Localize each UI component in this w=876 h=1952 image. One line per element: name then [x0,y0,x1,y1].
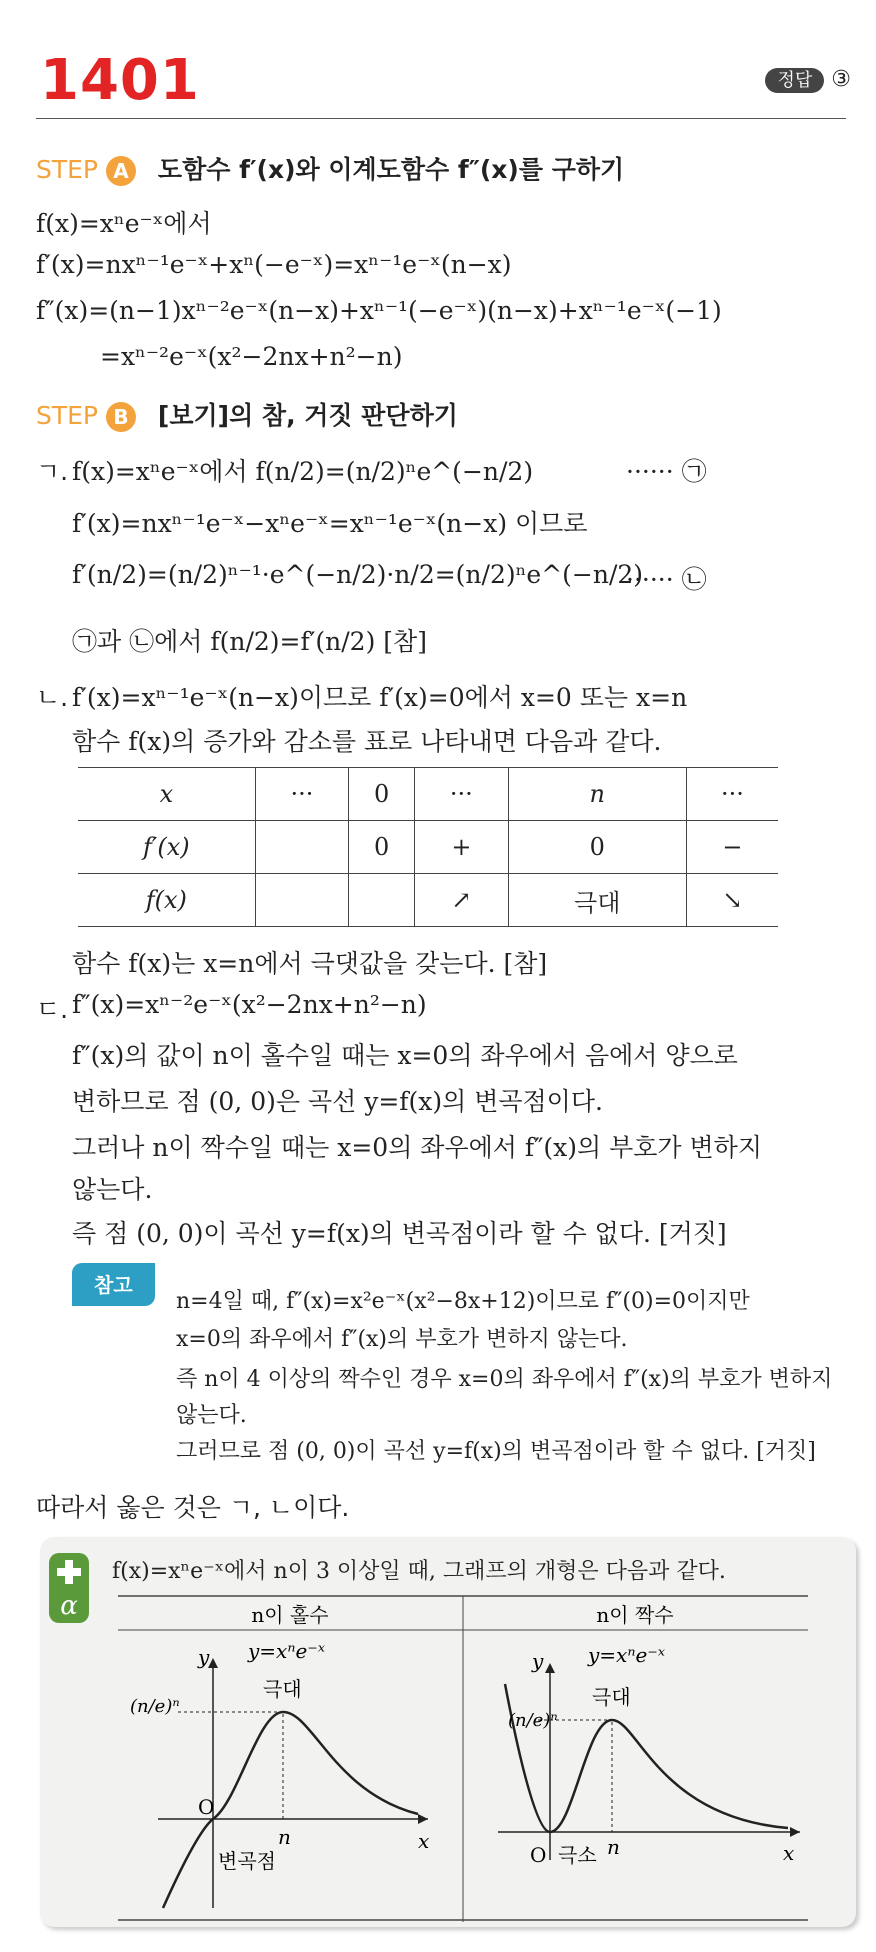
table-row [78,821,778,874]
table-cell: 0 [349,821,415,874]
part1-line-4: ㉠과 ㉡에서 f(n/2)=f′(n/2) [참] [72,627,427,656]
min-label: 극소 [558,1843,597,1867]
answer-value: ③ [831,67,851,92]
part1-mark-3: ······ ㉡ [626,565,707,594]
problem-number: 1401 [40,48,200,113]
table-cell: x [78,768,255,821]
table-cell: n [508,768,686,821]
table-cell: ··· [255,768,348,821]
note-line-2: x=0의 좌우에서 f″(x)의 부호가 변하지 않는다. [176,1327,628,1352]
note-line-1: n=4일 때, f″(x)=x²e⁻ˣ(x²−8x+12)이므로 f″(0)=0이지만 [176,1289,750,1314]
step-a-label: STEP [36,155,99,184]
header-rule [36,118,846,119]
table-cell [255,821,348,874]
part1-head: ㄱ. [36,457,69,486]
table-cell: ··· [686,768,778,821]
step-a-title: 도함수 f′(x)와 이계도함수 f″(x)를 구하기 [157,155,625,184]
table-cell: f(x) [78,874,255,927]
graph-panel [118,1592,808,1922]
note-line-4: 않는다. [176,1403,247,1428]
table-row [78,874,778,927]
table-cell: − [686,821,778,874]
svg-text:α: α [60,1591,78,1621]
part2-head: ㄴ. [36,683,69,712]
note-tag: 참고 [72,1263,155,1306]
even-origin: O [530,1843,547,1867]
step-a-line-4: =xⁿ⁻²e⁻ˣ(x²−2nx+n²−n) [100,342,403,371]
odd-y-label: y [198,1645,210,1669]
odd-origin: O [198,1795,215,1819]
part2-line-1: f′(x)=xⁿ⁻¹e⁻ˣ(n−x)이므로 f′(x)=0에서 x=0 또는 x=n [72,683,688,712]
plus-intro: f(x)=xⁿe⁻ˣ에서 n이 3 이상일 때, 그래프의 개형은 다음과 같다. [112,1559,726,1584]
part1-line-2: f′(x)=nxⁿ⁻¹e⁻ˣ−xⁿe⁻ˣ=xⁿ⁻¹e⁻ˣ(n−x) 이므로 [72,509,588,538]
part3-line-2: f″(x)의 값이 n이 홀수일 때는 x=0의 좌우에서 음에서 양으로 [72,1041,738,1070]
note-line-5: 그러므로 점 (0, 0)이 곡선 y=f(x)의 변곡점이라 할 수 없다. [거짓] [176,1439,816,1464]
even-x-label: x [783,1841,795,1865]
step-b-label: STEP [36,401,99,430]
table-cell: 극대 [508,874,686,927]
table-cell: ··· [415,768,508,821]
odd-max-label: 극대 [263,1677,302,1701]
inflection-label: 변곡점 [218,1849,276,1873]
part1-mark-1: ······ ㉠ [626,457,707,486]
col-even-header: n이 짝수 [596,1603,674,1627]
plus-alpha-icon [48,1552,90,1624]
table-row [78,768,778,821]
odd-func-label: y=xⁿe⁻ˣ [248,1639,325,1663]
part3-line-4: 그러나 n이 짝수일 때는 x=0의 좌우에서 f″(x)의 부호가 변하지 [72,1133,762,1162]
graph-odd [130,1639,429,1908]
part3-line-1: f″(x)=xⁿ⁻²e⁻ˣ(x²−2nx+n²−n) [72,990,427,1019]
col-odd-header: n이 홀수 [251,1603,329,1627]
part2-line-3: 함수 f(x)는 x=n에서 극댓값을 갖는다. [참] [72,949,548,978]
part2-line-2: 함수 f(x)의 증가와 감소를 표로 나타내면 다음과 같다. [72,727,662,756]
table-cell [255,874,348,927]
step-b-heading [36,396,458,432]
answer-badge: 정답 [765,68,824,93]
part3-line-6: 즉 점 (0, 0)이 곡선 y=f(x)의 변곡점이라 할 수 없다. [거짓] [72,1219,727,1248]
note-line-3: 즉 n이 4 이상의 짝수인 경우 x=0의 좌우에서 f″(x)의 부호가 변하지 [176,1367,833,1392]
table-cell: 0 [508,821,686,874]
part1-line-3: f′(n/2)=(n/2)ⁿ⁻¹·e^(−n/2)·n/2=(n/2)ⁿe^(−n/2) [72,560,644,589]
even-n-label: n [607,1835,620,1859]
odd-x-label: x [418,1829,430,1853]
even-peak-label: (n/e)ⁿ [508,1710,558,1731]
even-max-label: 극대 [592,1685,631,1709]
table-cell: 0 [349,768,415,821]
answer [765,66,851,92]
part1-line-1: f(x)=xⁿe⁻ˣ에서 f(n/2)=(n/2)ⁿe^(−n/2) [72,457,534,486]
table-cell: ↘ [686,874,778,927]
step-a-badge: A [106,156,136,186]
graph-even [498,1643,800,1867]
even-y-label: y [532,1649,544,1673]
table-cell [349,874,415,927]
table-cell: f′(x) [78,821,255,874]
step-a-line-2: f′(x)=nxⁿ⁻¹e⁻ˣ+xⁿ(−e⁻ˣ)=xⁿ⁻¹e⁻ˣ(n−x) [36,250,512,279]
step-b-badge: B [106,402,136,432]
odd-peak-label: (n/e)ⁿ [130,1696,180,1717]
part3-line-3: 변하므로 점 (0, 0)은 곡선 y=f(x)의 변곡점이다. [72,1087,603,1116]
table-cell: ↗ [415,874,508,927]
step-b-title: [보기]의 참, 거짓 판단하기 [157,401,458,430]
step-a-line-1: f(x)=xⁿe⁻ˣ에서 [36,209,212,238]
step-a-line-3: f″(x)=(n−1)xⁿ⁻²e⁻ˣ(n−x)+xⁿ⁻¹(−e⁻ˣ)(n−x)+xⁿ⁻¹e⁻ˣ(−1) [36,296,722,325]
part3-line-5: 않는다. [72,1175,153,1204]
odd-n-label: n [278,1825,291,1849]
table-cell: + [415,821,508,874]
step-a-heading [36,150,624,186]
sign-table [78,767,778,927]
even-func-label: y=xⁿe⁻ˣ [588,1643,665,1667]
part3-head: ㄷ. [36,995,69,1024]
conclusion: 따라서 옳은 것은 ㄱ, ㄴ이다. [36,1493,350,1522]
